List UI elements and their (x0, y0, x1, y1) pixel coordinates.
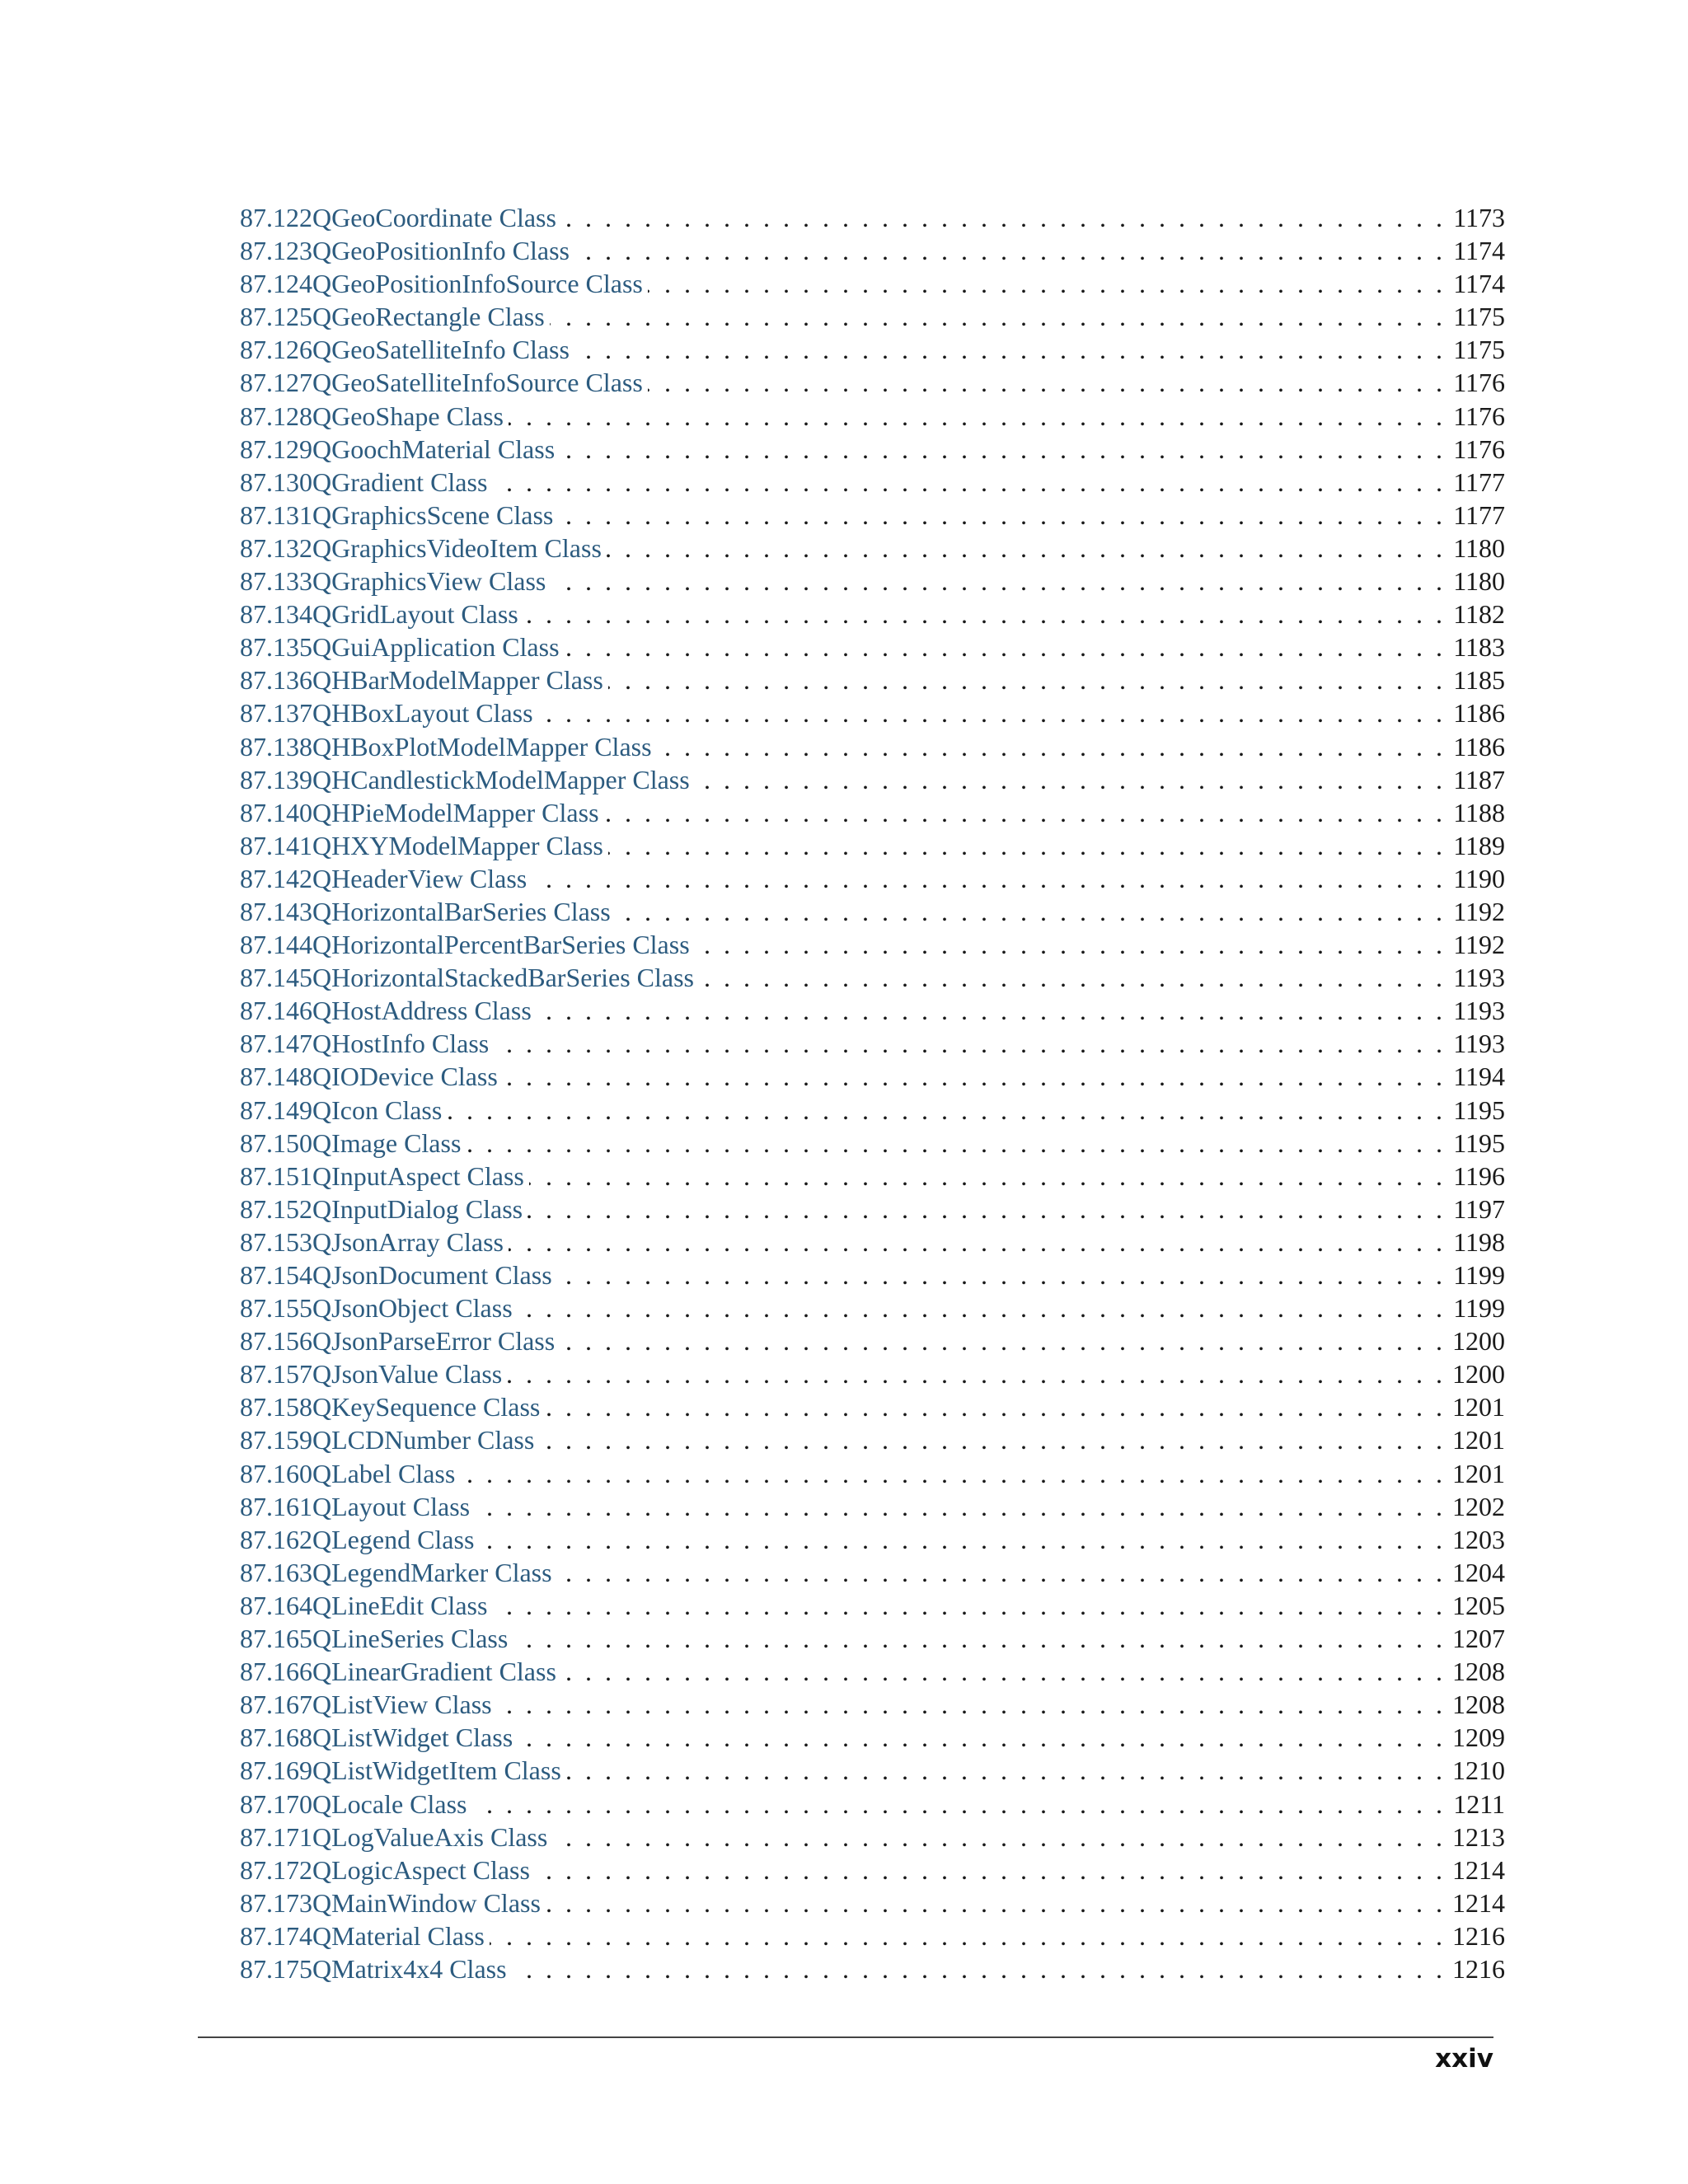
toc-entry[interactable] (240, 1788, 1505, 1821)
toc-entry-dot-leader (494, 1027, 1442, 1060)
toc-entry-dot-leader (492, 466, 1442, 499)
toc-entry[interactable] (240, 1523, 1505, 1556)
toc-entry-dot-leader (648, 267, 1442, 300)
toc-entry-number[interactable]: 87.175 (240, 1953, 312, 1984)
toc-entry-dot-leader (695, 928, 1442, 961)
toc-entry-page-number: 1201 (1452, 1458, 1505, 1488)
toc-entry-title[interactable]: QHorizontalPercentBarSeries Class (312, 930, 690, 960)
toc-entry-page-number: 1203 (1452, 1524, 1505, 1554)
toc-entry[interactable] (240, 961, 1505, 994)
toc-entry-number[interactable]: 87.157 (240, 1359, 312, 1390)
toc-entry-page-number: 1199 (1453, 1260, 1505, 1290)
toc-entry-dot-leader (566, 1754, 1442, 1787)
toc-entry-title[interactable]: QLinearGradient Class (312, 1657, 556, 1687)
toc-entry-number[interactable]: 87.125 (240, 302, 312, 332)
toc-entry-dot-leader (557, 1556, 1442, 1589)
toc-entry-title[interactable]: QGeoSatelliteInfoSource Class (312, 368, 643, 398)
toc-entry-page-number: 1210 (1452, 1755, 1505, 1786)
toc-entry-title[interactable]: QIcon Class (312, 1094, 443, 1125)
toc-entry-number[interactable]: 87.141 (240, 830, 312, 860)
toc-entry-number[interactable]: 87.137 (240, 698, 312, 729)
toc-list (240, 201, 1505, 1985)
toc-entry-page-number: 1195 (1453, 1094, 1505, 1125)
toc-entry-title[interactable]: QInputAspect Class (312, 1160, 524, 1191)
toc-entry-page-number: 1205 (1452, 1590, 1505, 1620)
toc-entry[interactable] (240, 928, 1505, 961)
toc-entry-title[interactable]: QHorizontalStackedBarSeries Class (312, 963, 694, 993)
toc-entry-dot-leader (574, 234, 1442, 267)
toc-entry-title[interactable]: QHBarModelMapper Class (312, 665, 603, 696)
toc-entry-dot-leader (492, 1589, 1442, 1622)
toc-entry[interactable] (240, 201, 1505, 234)
toc-entry-number[interactable]: 87.174 (240, 1920, 312, 1951)
toc-entry-page-number: 1182 (1453, 599, 1505, 630)
toc-entry-dot-leader (560, 1324, 1442, 1357)
toc-entry[interactable] (240, 366, 1505, 399)
toc-entry[interactable] (240, 994, 1505, 1027)
toc-entry-dot-leader (552, 1821, 1442, 1854)
toc-entry-dot-leader (532, 862, 1442, 895)
toc-entry-page-number: 1197 (1453, 1193, 1505, 1224)
toc-entry-page-number: 1186 (1453, 698, 1505, 729)
toc-entry-page-number: 1193 (1453, 1029, 1505, 1059)
toc-entry[interactable] (240, 1291, 1505, 1324)
toc-entry-dot-leader (560, 433, 1442, 466)
toc-entry[interactable] (240, 234, 1505, 267)
toc-entry[interactable] (240, 1160, 1505, 1193)
toc-entry-number[interactable]: 87.131 (240, 499, 312, 530)
toc-entry-number[interactable]: 87.132 (240, 532, 312, 563)
toc-entry-page-number: 1201 (1452, 1392, 1505, 1422)
toc-entry-title[interactable]: QGeoCoordinate Class (312, 203, 556, 232)
toc-entry-page-number: 1188 (1453, 797, 1505, 827)
toc-entry-page-number: 1174 (1453, 269, 1505, 299)
toc-entry-dot-leader (545, 1390, 1442, 1423)
toc-entry-number[interactable]: 87.163 (240, 1557, 312, 1587)
toc-entry-title[interactable]: QMatrix4x4 Class (312, 1953, 507, 1984)
toc-entry-number[interactable]: 87.150 (240, 1127, 312, 1158)
toc-entry[interactable] (240, 1226, 1505, 1258)
toc-entry-page-number: 1214 (1452, 1854, 1505, 1885)
toc-entry-title[interactable]: QLocale Class (312, 1788, 467, 1819)
toc-entry-title[interactable]: QHostInfo Class (312, 1029, 490, 1059)
toc-entry-dot-leader (695, 763, 1442, 796)
toc-entry[interactable] (240, 1688, 1505, 1721)
toc-entry-page-number: 1183 (1453, 632, 1505, 663)
toc-entry-number[interactable]: 87.162 (240, 1524, 312, 1554)
toc-entry-title[interactable]: QGeoShape Class (312, 401, 504, 431)
toc-entry-dot-leader (561, 201, 1442, 234)
toc-entry[interactable] (240, 1423, 1505, 1456)
toc-entry-number[interactable]: 87.128 (240, 401, 312, 431)
toc-entry[interactable] (240, 829, 1505, 862)
toc-entry-dot-leader (512, 1952, 1442, 1985)
toc-entry-title[interactable]: QGridLayout Class (312, 599, 518, 630)
toc-entry-dot-leader (479, 1523, 1442, 1556)
toc-entry-title[interactable]: QKeySequence Class (312, 1392, 541, 1422)
toc-entry-page-number: 1177 (1453, 466, 1505, 497)
toc-entry-number[interactable]: 87.130 (240, 466, 312, 497)
toc-entry-number[interactable]: 87.145 (240, 963, 312, 993)
toc-entry[interactable] (240, 1655, 1505, 1688)
toc-entry-page-number: 1195 (1453, 1127, 1505, 1158)
toc-entry[interactable] (240, 796, 1505, 829)
toc-entry-title[interactable]: QJsonValue Class (312, 1359, 503, 1390)
toc-entry-number[interactable]: 87.169 (240, 1755, 312, 1786)
toc-entry-number[interactable]: 87.153 (240, 1226, 312, 1257)
toc-entry-title[interactable]: QGraphicsScene Class (312, 499, 554, 530)
toc-entry-page-number: 1177 (1453, 499, 1505, 530)
toc-entry[interactable] (240, 1556, 1505, 1589)
toc-entry-title[interactable]: QHPieModelMapper Class (312, 797, 599, 827)
toc-entry[interactable] (240, 1952, 1505, 1985)
toc-entry-title[interactable]: QGeoPositionInfo Class (312, 236, 570, 266)
toc-entry-title[interactable]: QListView Class (312, 1690, 492, 1720)
toc-entry-page-number: 1175 (1453, 302, 1505, 332)
toc-entry-page-number: 1211 (1453, 1788, 1505, 1819)
toc-entry[interactable] (240, 300, 1505, 333)
toc-entry-number[interactable]: 87.154 (240, 1260, 312, 1290)
toc-entry-dot-leader (528, 1193, 1442, 1226)
toc-entry-title[interactable]: QGoochMaterial Class (312, 434, 556, 464)
toc-entry-number[interactable]: 87.173 (240, 1887, 312, 1918)
toc-entry-dot-leader (608, 829, 1442, 862)
toc-entry[interactable] (240, 1390, 1505, 1423)
toc-entry-page-number: 1193 (1453, 963, 1505, 993)
toc-entry-title[interactable]: QGeoSatelliteInfo Class (312, 335, 570, 365)
toc-entry-number[interactable]: 87.159 (240, 1425, 312, 1455)
toc-entry-page-number: 1198 (1453, 1226, 1505, 1257)
toc-entry-number[interactable]: 87.149 (240, 1094, 312, 1125)
toc-entry-title[interactable]: QMainWindow Class (312, 1887, 541, 1918)
toc-entry[interactable] (240, 1721, 1505, 1754)
toc-entry-dot-leader (513, 1622, 1442, 1655)
toc-entry-dot-leader (550, 300, 1442, 333)
toc-entry-number[interactable]: 87.144 (240, 930, 312, 960)
toc-entry-number[interactable]: 87.133 (240, 566, 312, 597)
toc-entry-title[interactable]: QHeaderView Class (312, 863, 528, 893)
toc-entry[interactable] (240, 1127, 1505, 1160)
toc-entry-number[interactable]: 87.135 (240, 632, 312, 663)
toc-entry-title[interactable]: QHBoxPlotModelMapper Class (312, 731, 652, 762)
toc-entry-dot-leader (518, 1291, 1442, 1324)
toc-entry-title[interactable]: QGradient Class (312, 466, 488, 497)
toc-entry[interactable] (240, 1490, 1505, 1523)
toc-entry-title[interactable]: QGeoRectangle Class (312, 302, 545, 332)
toc-entry-number[interactable]: 87.146 (240, 996, 312, 1026)
toc-entry-dot-leader (472, 1788, 1443, 1821)
toc-entry[interactable] (240, 400, 1505, 433)
toc-entry-page-number: 1207 (1452, 1624, 1505, 1654)
toc-entry-page-number: 1214 (1452, 1887, 1505, 1918)
toc-entry-dot-leader (539, 1423, 1442, 1456)
toc-entry-title[interactable]: QListWidget Class (312, 1722, 513, 1753)
toc-entry-title[interactable]: QLineSeries Class (312, 1624, 509, 1654)
toc-entry-dot-leader (546, 1886, 1442, 1919)
toc-entry[interactable] (240, 763, 1505, 796)
toc-entry-page-number: 1208 (1452, 1657, 1505, 1687)
toc-entry-number[interactable]: 87.160 (240, 1458, 312, 1488)
toc-entry-title[interactable]: QGuiApplication Class (312, 632, 560, 663)
toc-entry-page-number: 1200 (1452, 1359, 1505, 1390)
toc-entry[interactable] (240, 1821, 1505, 1854)
toc-entry-dot-leader (518, 1721, 1442, 1754)
toc-entry-title[interactable]: QMaterial Class (312, 1920, 485, 1951)
toc-entry[interactable] (240, 862, 1505, 895)
toc-entry[interactable] (240, 1457, 1505, 1490)
toc-entry-dot-leader (616, 895, 1442, 928)
toc-entry-page-number: 1180 (1453, 566, 1505, 597)
toc-entry-number[interactable]: 87.140 (240, 797, 312, 827)
toc-entry-page-number: 1175 (1453, 335, 1505, 365)
toc-entry-page-number: 1202 (1452, 1491, 1505, 1521)
toc-entry-page-number: 1176 (1453, 401, 1505, 431)
toc-entry-dot-leader (466, 1127, 1442, 1160)
toc-entry-title[interactable]: QImage Class (312, 1127, 462, 1158)
toc-entry-page-number: 1190 (1453, 863, 1505, 893)
toc-entry[interactable] (240, 1258, 1505, 1291)
toc-entry-title[interactable]: QLegend Class (312, 1524, 475, 1554)
toc-entry-page-number: 1173 (1453, 203, 1505, 232)
toc-entry[interactable] (240, 1854, 1505, 1886)
toc-entry-dot-leader (565, 630, 1442, 663)
toc-entry-title[interactable]: QHBoxLayout Class (312, 698, 533, 729)
toc-entry[interactable] (240, 433, 1505, 466)
toc-entry[interactable] (240, 1754, 1505, 1787)
toc-entry-title[interactable]: QIODevice Class (312, 1062, 498, 1092)
toc-entry[interactable] (240, 1589, 1505, 1622)
toc-entry-page-number: 1193 (1453, 996, 1505, 1026)
toc-entry-dot-leader (503, 1060, 1442, 1093)
toc-entry-page-number: 1176 (1453, 368, 1505, 398)
toc-entry-number[interactable]: 87.126 (240, 335, 312, 365)
toc-entry-number[interactable]: 87.167 (240, 1690, 312, 1720)
toc-entry-title[interactable]: QHorizontalBarSeries Class (312, 896, 611, 926)
toc-entry-dot-leader (447, 1094, 1442, 1127)
toc-entry[interactable] (240, 466, 1505, 499)
toc-entry-title[interactable]: QLCDNumber Class (312, 1425, 535, 1455)
toc-entry-dot-leader (523, 598, 1442, 630)
toc-entry[interactable] (240, 1919, 1505, 1952)
toc-entry-page-number: 1192 (1453, 930, 1505, 960)
toc-entry-dot-leader (497, 1688, 1442, 1721)
footer-rule (198, 2036, 1493, 2038)
toc-entry[interactable] (240, 532, 1505, 565)
toc-entry[interactable] (240, 730, 1505, 763)
toc-entry[interactable] (240, 1324, 1505, 1357)
toc-entry-number[interactable]: 87.148 (240, 1062, 312, 1092)
toc-entry-number[interactable]: 87.172 (240, 1854, 312, 1885)
toc-entry-page-number: 1209 (1452, 1722, 1505, 1753)
toc-entry[interactable] (240, 696, 1505, 729)
toc-entry-title[interactable]: QHostAddress Class (312, 996, 532, 1026)
toc-entry-number[interactable]: 87.156 (240, 1326, 312, 1357)
toc-entry-page-number: 1216 (1452, 1920, 1505, 1951)
toc-entry-title[interactable]: QLayout Class (312, 1491, 471, 1521)
toc-entry-title[interactable]: QHXYModelMapper Class (312, 830, 603, 860)
toc-entry-page-number: 1199 (1453, 1293, 1505, 1324)
toc-entry[interactable] (240, 1094, 1505, 1127)
toc-entry-dot-leader (537, 994, 1442, 1027)
toc-entry-title[interactable]: QLabel Class (312, 1458, 456, 1488)
toc-entry-number[interactable]: 87.122 (240, 203, 312, 232)
toc-entry[interactable] (240, 333, 1505, 366)
toc-entry-title[interactable]: QInputDialog Class (312, 1193, 523, 1224)
toc-entry-number[interactable]: 87.164 (240, 1590, 312, 1620)
toc-entry[interactable] (240, 630, 1505, 663)
toc-entry-number[interactable]: 87.152 (240, 1193, 312, 1224)
toc-entry-dot-leader (561, 1655, 1442, 1688)
toc-entry-number[interactable]: 87.147 (240, 1029, 312, 1059)
toc-entry-page-number: 1192 (1453, 896, 1505, 926)
toc-entry-title[interactable]: QGraphicsVideoItem Class (312, 532, 602, 563)
toc-entry-title[interactable]: QJsonObject Class (312, 1293, 513, 1324)
toc-entry-dot-leader (460, 1457, 1442, 1490)
toc-entry[interactable] (240, 1193, 1505, 1226)
toc-entry-title[interactable]: QJsonArray Class (312, 1226, 504, 1257)
toc-entry-page-number: 1180 (1453, 532, 1505, 563)
toc-entry-number[interactable]: 87.123 (240, 236, 312, 266)
toc-entry-title[interactable]: QGeoPositionInfoSource Class (312, 269, 643, 299)
toc-entry[interactable] (240, 1027, 1505, 1060)
toc-entry-page-number: 1216 (1452, 1953, 1505, 1984)
toc-entry-number[interactable]: 87.139 (240, 764, 312, 794)
toc-entry-number[interactable]: 87.166 (240, 1657, 312, 1687)
toc-entry-page-number: 1196 (1453, 1160, 1505, 1191)
toc-entry-title[interactable]: QLegendMarker Class (312, 1557, 552, 1587)
toc-entry-dot-leader (551, 565, 1442, 598)
toc-entry-number[interactable]: 87.171 (240, 1821, 312, 1852)
toc-entry-dot-leader (558, 499, 1442, 532)
toc-entry-dot-leader (529, 1160, 1442, 1193)
toc-entry-title[interactable]: QJsonDocument Class (312, 1260, 552, 1290)
toc-entry-page-number: 1187 (1453, 764, 1505, 794)
toc-entry-number[interactable]: 87.155 (240, 1293, 312, 1324)
toc-entry-dot-leader (699, 961, 1442, 994)
toc-entry-dot-leader (648, 366, 1442, 399)
toc-entry-number[interactable]: 87.142 (240, 863, 312, 893)
toc-entry-page-number: 1200 (1452, 1326, 1505, 1357)
toc-entry-number[interactable]: 87.127 (240, 368, 312, 398)
toc-entry-title[interactable]: QLineEdit Class (312, 1590, 488, 1620)
toc-entry-page-number: 1204 (1452, 1557, 1505, 1587)
toc-entry-dot-leader (475, 1490, 1442, 1523)
toc-entry[interactable] (240, 895, 1505, 928)
toc-entry-page-number: 1213 (1452, 1821, 1505, 1852)
toc-entry-dot-leader (607, 532, 1442, 565)
toc-entry-number[interactable]: 87.151 (240, 1160, 312, 1191)
toc-entry-dot-leader (509, 1226, 1442, 1258)
toc-entry-number[interactable]: 87.161 (240, 1491, 312, 1521)
toc-entry-dot-leader (535, 1854, 1442, 1886)
toc-entry-number[interactable]: 87.143 (240, 896, 312, 926)
toc-entry-title[interactable]: QLogValueAxis Class (312, 1821, 548, 1852)
toc-entry-dot-leader (608, 663, 1442, 696)
toc-entry-dot-leader (604, 796, 1442, 829)
toc-entry[interactable] (240, 1622, 1505, 1655)
toc-entry-number[interactable]: 87.165 (240, 1624, 312, 1654)
toc-entry-dot-leader (574, 333, 1442, 366)
toc-entry-dot-leader (507, 1357, 1442, 1390)
toc-entry-page-number: 1201 (1452, 1425, 1505, 1455)
toc-entry-dot-leader (557, 1258, 1442, 1291)
toc-entry[interactable] (240, 663, 1505, 696)
toc-entry-title[interactable]: QListWidgetItem Class (312, 1755, 561, 1786)
toc-entry-dot-leader (538, 696, 1442, 729)
page-number: xxiv (1435, 2044, 1493, 2074)
toc-entry-page-number: 1176 (1453, 434, 1505, 464)
toc-entry[interactable] (240, 267, 1505, 300)
toc-entry-page-number: 1194 (1453, 1062, 1505, 1092)
toc-entry-number[interactable]: 87.136 (240, 665, 312, 696)
toc-entry-number[interactable]: 87.138 (240, 731, 312, 762)
toc-entry-number[interactable]: 87.158 (240, 1392, 312, 1422)
toc-entry-title[interactable]: QGraphicsView Class (312, 566, 546, 597)
toc-entry[interactable] (240, 598, 1505, 630)
toc-entry-number[interactable]: 87.170 (240, 1788, 312, 1819)
toc-entry-page-number: 1208 (1452, 1690, 1505, 1720)
toc-entry-page-number: 1185 (1453, 665, 1505, 696)
toc-entry-title[interactable]: QLogicAspect Class (312, 1854, 530, 1885)
toc-entry[interactable] (240, 565, 1505, 598)
toc-entry-dot-leader (490, 1919, 1442, 1952)
toc-entry-dot-leader (509, 400, 1442, 433)
toc-entry[interactable] (240, 499, 1505, 532)
toc-entry-title[interactable]: QHCandlestickModelMapper Class (312, 764, 690, 794)
toc-entry[interactable] (240, 1886, 1505, 1919)
toc-entry-title[interactable]: QJsonParseError Class (312, 1326, 556, 1357)
toc-entry-number[interactable]: 87.134 (240, 599, 312, 630)
toc-entry-dot-leader (657, 730, 1442, 763)
toc-entry-page-number: 1189 (1453, 830, 1505, 860)
toc-entry[interactable] (240, 1357, 1505, 1390)
toc-entry-page-number: 1174 (1453, 236, 1505, 266)
toc-entry-number[interactable]: 87.168 (240, 1722, 312, 1753)
toc-entry-page-number: 1186 (1453, 731, 1505, 762)
toc-entry-number[interactable]: 87.129 (240, 434, 312, 464)
table-of-contents (240, 201, 1505, 1985)
toc-entry-number[interactable]: 87.124 (240, 269, 312, 299)
toc-entry[interactable] (240, 1060, 1505, 1093)
